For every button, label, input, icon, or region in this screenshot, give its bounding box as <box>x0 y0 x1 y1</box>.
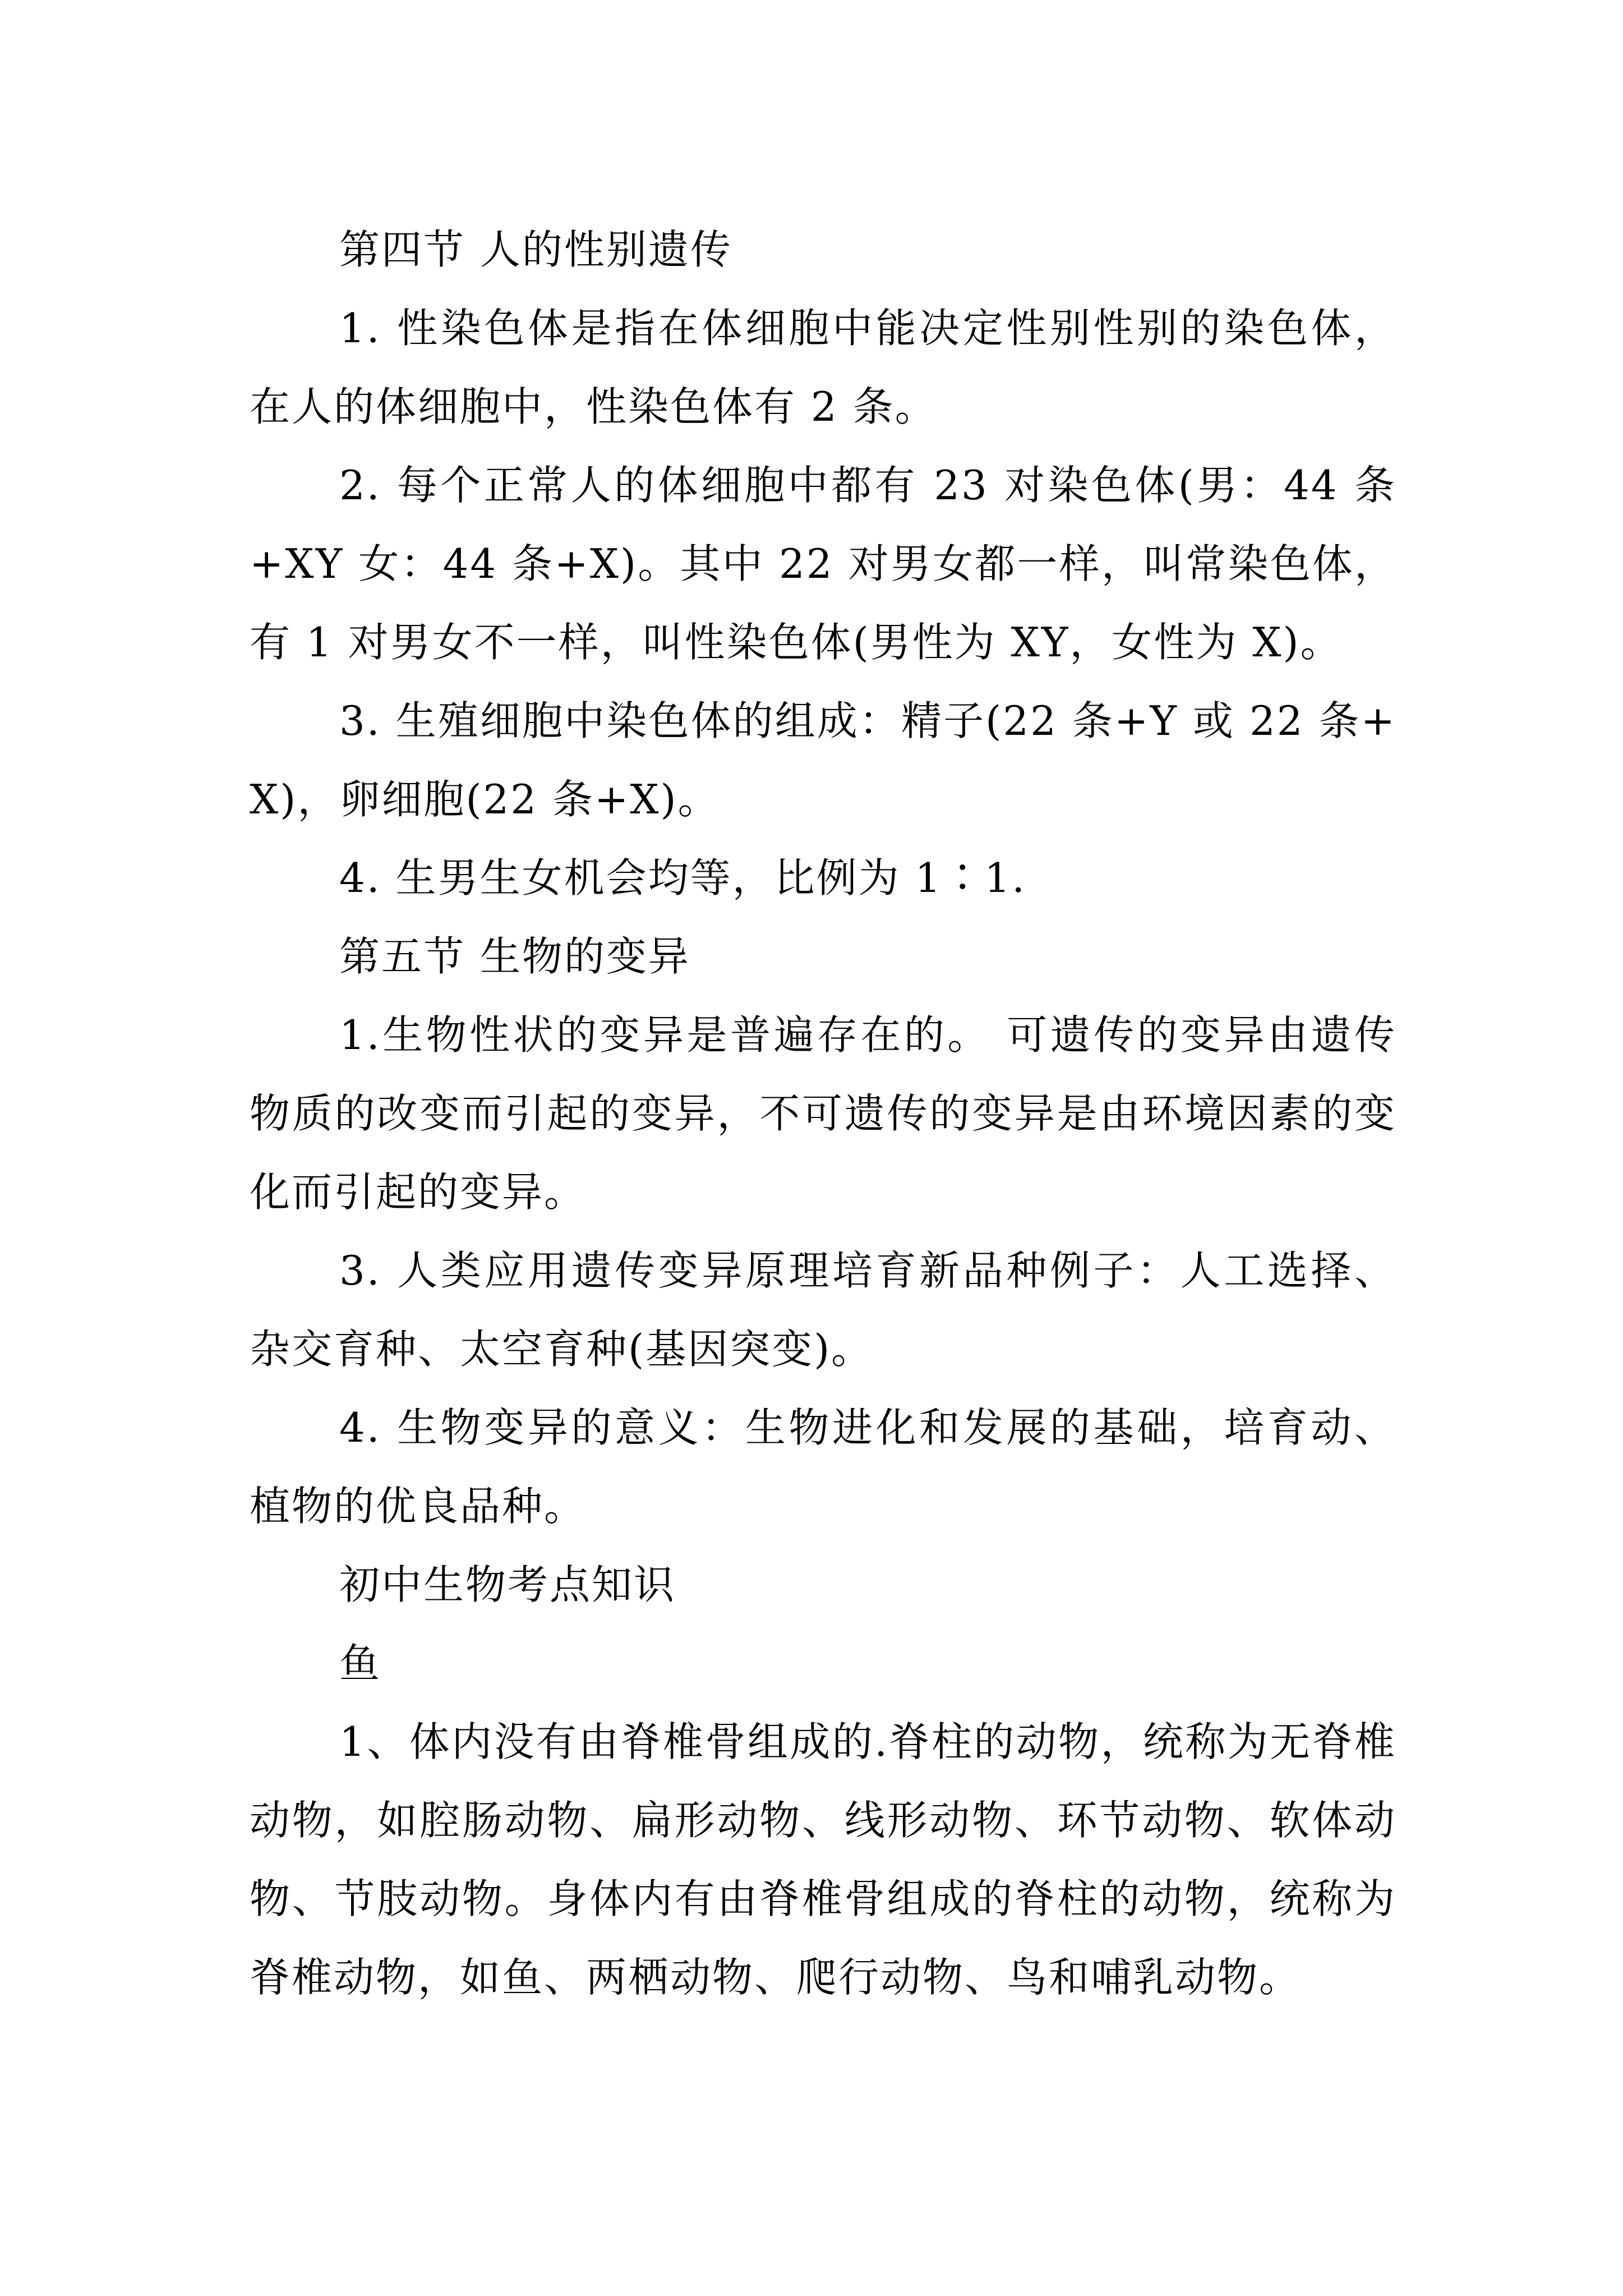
paragraph-chromosome-count: 2. 每个正常人的体细胞中都有 23 对染色体(男：44 条+XY 女：44 条+X)。其中 22 对男女都一样，叫常染色体，有 1 对男女不一样，叫性染色体(男性为 XY，女性为 X)。 <box>250 462 1396 666</box>
paragraph-germ-cell: 3. 生殖细胞中染色体的组成：精子(22 条+Y 或 22 条+X)，卵细胞(22 条+X)。 <box>250 697 1396 823</box>
paragraph-sex-ratio: 4. 生男生女机会均等，比例为 1∶1. <box>339 854 1026 901</box>
paragraph-vertebrates: 1、体内没有由脊椎骨组成的.脊柱的动物，统称为无脊椎动物，如腔肠动物、扁形动物、线形动物、环节动物、软体动物、节肢动物。身体内有由脊椎骨组成的脊柱的动物，统称为脊椎动物，如鱼、两栖动物、爬行动物、鸟和哺乳动物。 <box>250 1718 1396 2001</box>
section-heading-4: 第四节 人的性别遗传 <box>339 226 732 273</box>
paragraph-variation-meaning: 4. 生物变异的意义：生物进化和发展的基础，培育动、植物的优良品种。 <box>250 1404 1396 1530</box>
paragraph-variation: 1.生物性状的变异是普遍存在的。 可遗传的变异由遗传物质的改变而引起的变异，不可遗传的变异是由环境因素的变化而引起的变异。 <box>250 1011 1396 1216</box>
paragraph-breeding: 3. 人类应用遗传变异原理培育新品种例子：人工选择、杂交育种、太空育种(基因突变)。 <box>250 1247 1396 1373</box>
paragraph-sex-chromosome: 1. 性染色体是指在体细胞中能决定性别性别的染色体，在人的体细胞中，性染色体有 2 条。 <box>250 305 1396 430</box>
document-body <box>250 210 1396 2017</box>
section-heading-5: 第五节 生物的变异 <box>339 933 690 980</box>
section-heading-fish: 鱼 <box>339 1640 382 1687</box>
section-heading-knowledge: 初中生物考点知识 <box>339 1561 676 1608</box>
